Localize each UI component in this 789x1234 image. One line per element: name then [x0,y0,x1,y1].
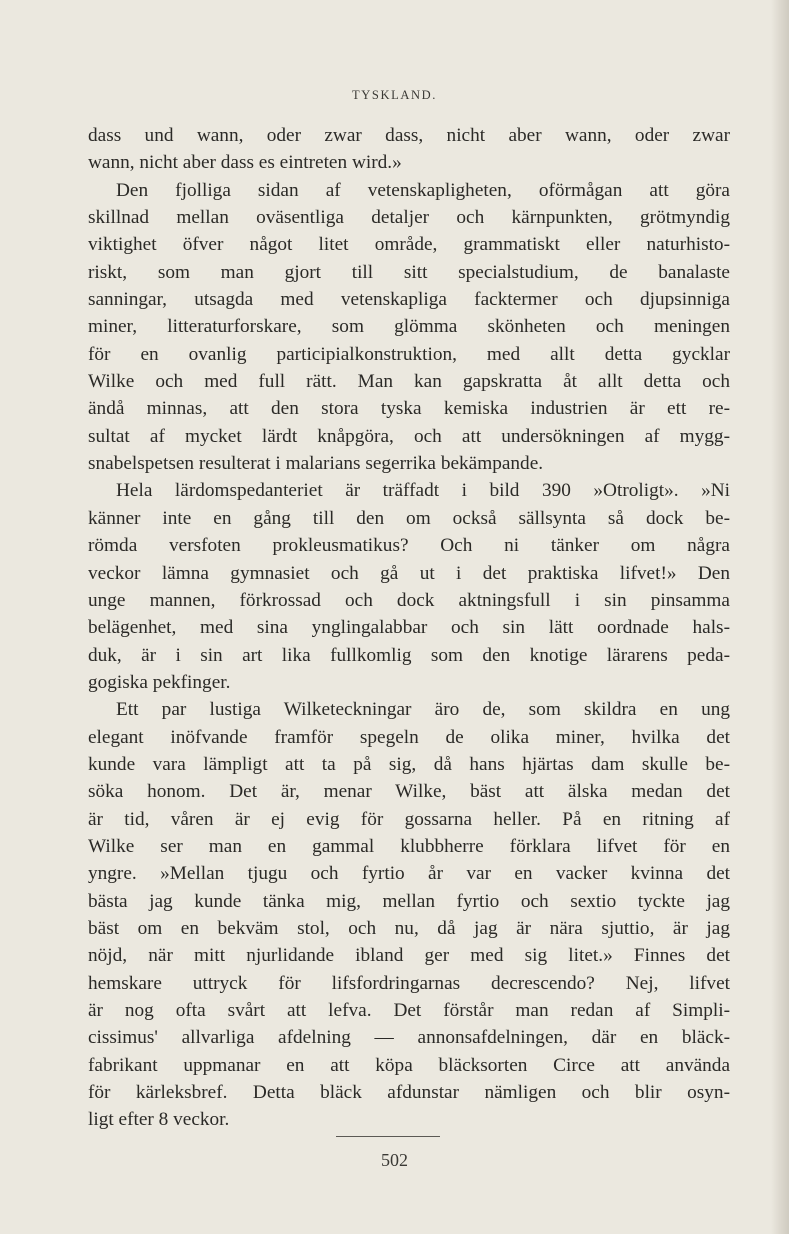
text-line: miner, litteraturforskare, som glömma skönheten och meningen [88,316,730,338]
text-line: bästa jag kunde tänka mig, mellan fyrtio och sextio tyckte jag [88,890,730,912]
text-line: viktighet öfver något litet område, grammatiskt eller naturhisto- [88,234,730,256]
text-line: elegant inöfvande framför spegeln de olika miner, hvilka det [88,726,730,748]
text-line: wann, nicht aber dass es eintreten wird.» [88,152,402,174]
text-line: skillnad mellan oväsentliga detaljer och kärnpunkten, grötmyndig [88,207,730,229]
text-line: Ett par lustiga Wilketeckningar äro de, som skildra en ung [116,699,730,721]
text-line: söka honom. Det är, menar Wilke, bäst att älska medan det [88,781,730,803]
text-line: cissimus' allvarliga afdelning — annonsafdelningen, där en bläck- [88,1027,730,1049]
text-line: duk, är i sin art lika fullkomlig som den knotige lärarens peda- [88,644,730,666]
text-line: för kärleksbref. Detta bläck afdunstar nämligen och blir osyn- [88,1082,730,1104]
text-line: kunde vara lämpligt att ta på sig, då hans hjärtas dam skulle be- [88,753,730,775]
text-line: fabrikant uppmanar en att köpa bläcksorten Circe att använda [88,1054,730,1076]
text-line: belägenhet, med sina ynglingalabbar och sin lätt oordnade hals- [88,617,730,639]
text-line: römda versfoten prokleusmatikus? Och ni tänker om några [88,535,730,557]
text-line: för en ovanlig participialkonstruktion, med allt detta gycklar [88,343,730,365]
page-edge-shadow [771,0,789,1234]
text-line: gogiska pekfinger. [88,671,231,693]
text-line: riskt, som man gjort till sitt specialstudium, de banalaste [88,261,730,283]
text-line: unge mannen, förkrossad och dock aktningsfull i sin pinsamma [88,589,730,611]
text-line: dass und wann, oder zwar dass, nicht aber wann, oder zwar [88,125,730,146]
running-head: TYSKLAND. [352,88,437,102]
text-line: Hela lärdomspedanteriet är träffadt i bild 390 »Otroligt». »Ni [116,480,730,502]
text-line: Wilke och med full rätt. Man kan gapskratta åt allt detta och [88,371,730,393]
text-line: är nog ofta svårt att lefva. Det förstår man redan af Simpli- [88,1000,730,1021]
text-line: sultat af mycket lärdt knåpgöra, och att undersökningen af mygg- [88,425,730,447]
folio-divider [336,1136,440,1137]
text-line: snabelspetsen resulterat i malarians segerrika bekämpande. [88,453,544,475]
page-number: 502 [381,1150,408,1170]
text-line: är tid, våren är ej evig för gossarna heller. På en ritning af [88,808,730,830]
text-line: ligt efter 8 veckor. [88,1109,230,1131]
text-line: Wilke ser man en gammal klubbherre förklara lifvet för en [88,835,730,857]
text-line: yngre. »Mellan tjugu och fyrtio år var en vacker kvinna det [88,863,730,885]
text-line: veckor lämna gymnasiet och gå ut i det praktiska lifvet!» Den [88,562,730,584]
text-line: sanningar, utsagda med vetenskapliga facktermer och djupsinniga [88,289,730,311]
text-line: känner inte en gång till den om också sällsynta så dock be- [88,507,730,529]
body-text [88,122,730,1134]
text-line: Den fjolliga sidan af vetenskapligheten, oförmågan att göra [116,179,730,201]
text-line: bäst om en bekväm stol, och nu, då jag är nära sjuttio, är jag [88,917,730,939]
text-line: hemskare uttryck för lifsfordringarnas decrescendo? Nej, lifvet [88,972,730,994]
text-line: ändå minnas, att den stora tyska kemiska industrien är ett re- [88,398,730,420]
text-line: nöjd, när mitt njurlidande ibland ger med sig litet.» Finnes det [88,945,730,967]
